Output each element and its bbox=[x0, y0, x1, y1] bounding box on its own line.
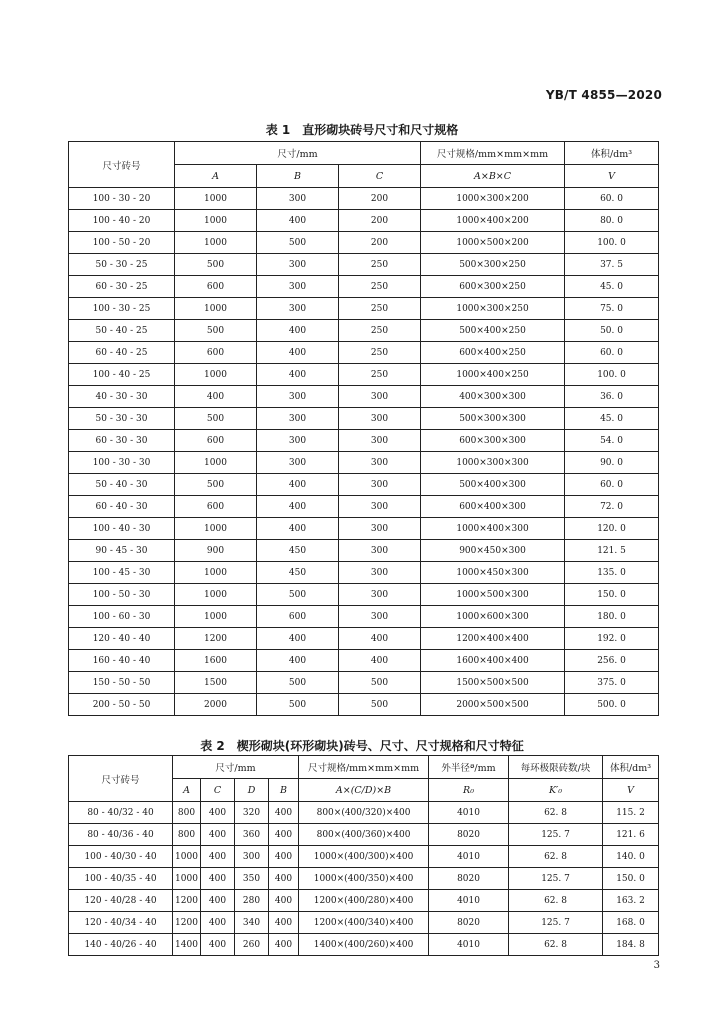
table-cell: 360 bbox=[235, 824, 269, 846]
table-cell: 900 bbox=[175, 540, 257, 562]
table-cell: 1000×400×200 bbox=[421, 210, 565, 232]
table-cell: 1000 bbox=[173, 868, 201, 890]
table-cell: 120 - 40/28 - 40 bbox=[69, 890, 173, 912]
table-cell: 400 bbox=[201, 890, 235, 912]
table-cell: 45. 0 bbox=[565, 276, 659, 298]
table-cell: 1000 bbox=[173, 846, 201, 868]
table-row bbox=[69, 474, 659, 496]
table-cell: 400 bbox=[269, 890, 299, 912]
table-cell: 60 - 30 - 25 bbox=[69, 276, 175, 298]
table1-header-a: A bbox=[175, 165, 257, 188]
table-cell: 250 bbox=[339, 298, 421, 320]
table-row bbox=[69, 320, 659, 342]
table1-header-volume: 体积/dm³ bbox=[565, 142, 659, 165]
table2-header-v: V bbox=[603, 779, 659, 802]
table-cell: 45. 0 bbox=[565, 408, 659, 430]
table-cell: 1200 bbox=[175, 628, 257, 650]
table-cell: 300 bbox=[339, 584, 421, 606]
table-row bbox=[69, 408, 659, 430]
table-row bbox=[69, 496, 659, 518]
table-row bbox=[69, 562, 659, 584]
table-cell: 260 bbox=[235, 934, 269, 956]
table-cell: 1000 bbox=[175, 364, 257, 386]
table-row bbox=[69, 452, 659, 474]
table-cell: 400 bbox=[257, 474, 339, 496]
table-cell: 450 bbox=[257, 540, 339, 562]
table-cell: 121. 6 bbox=[603, 824, 659, 846]
table-row bbox=[69, 342, 659, 364]
table-row bbox=[69, 518, 659, 540]
table-cell: 125. 7 bbox=[509, 824, 603, 846]
table-cell: 400 bbox=[257, 210, 339, 232]
table-cell: 800×(400/320)×400 bbox=[299, 802, 429, 824]
table-cell: 375. 0 bbox=[565, 672, 659, 694]
table-cell: 2000 bbox=[175, 694, 257, 716]
table2-header-a: A bbox=[173, 779, 201, 802]
table-cell: 900×450×300 bbox=[421, 540, 565, 562]
table-cell: 250 bbox=[339, 320, 421, 342]
table-row bbox=[69, 824, 659, 846]
table-cell: 400 bbox=[269, 868, 299, 890]
table-cell: 40 - 30 - 30 bbox=[69, 386, 175, 408]
table-cell: 1000×(400/350)×400 bbox=[299, 868, 429, 890]
table-cell: 36. 0 bbox=[565, 386, 659, 408]
table-cell: 280 bbox=[235, 890, 269, 912]
table1-header-spec-symbol: A×B×C bbox=[421, 165, 565, 188]
table-cell: 300 bbox=[339, 474, 421, 496]
table-cell: 600×400×300 bbox=[421, 496, 565, 518]
table-cell: 1500 bbox=[175, 672, 257, 694]
table-cell: 350 bbox=[235, 868, 269, 890]
table-cell: 140. 0 bbox=[603, 846, 659, 868]
table-cell: 600 bbox=[257, 606, 339, 628]
table-cell: 1000×400×300 bbox=[421, 518, 565, 540]
table-cell: 50. 0 bbox=[565, 320, 659, 342]
table-cell: 500 bbox=[175, 408, 257, 430]
table-cell: 121. 5 bbox=[565, 540, 659, 562]
table-row bbox=[69, 934, 659, 956]
table-cell: 100 - 45 - 30 bbox=[69, 562, 175, 584]
table2-header-c: C bbox=[201, 779, 235, 802]
table-cell: 300 bbox=[339, 606, 421, 628]
table-cell: 800 bbox=[173, 824, 201, 846]
table-cell: 8020 bbox=[429, 824, 509, 846]
table2-header-size: 尺寸/mm bbox=[173, 756, 299, 779]
table-cell: 1400×(400/260)×400 bbox=[299, 934, 429, 956]
table-row bbox=[69, 254, 659, 276]
table-cell: 300 bbox=[339, 562, 421, 584]
table-cell: 1000×300×250 bbox=[421, 298, 565, 320]
table-cell: 400 bbox=[257, 518, 339, 540]
table2-header-volume: 体积/dm³ bbox=[603, 756, 659, 779]
table-cell: 300 bbox=[257, 276, 339, 298]
table-cell: 90. 0 bbox=[565, 452, 659, 474]
table-cell: 500 bbox=[257, 232, 339, 254]
table-cell: 184. 8 bbox=[603, 934, 659, 956]
table-cell: 1200×400×400 bbox=[421, 628, 565, 650]
table-cell: 1000 bbox=[175, 562, 257, 584]
table2-header-brick-no: 尺寸砖号 bbox=[69, 756, 173, 802]
table-row bbox=[69, 210, 659, 232]
table-row bbox=[69, 628, 659, 650]
table-cell: 80. 0 bbox=[565, 210, 659, 232]
table-cell: 400 bbox=[201, 868, 235, 890]
table-cell: 8020 bbox=[429, 912, 509, 934]
table-cell: 100. 0 bbox=[565, 364, 659, 386]
table-cell: 200 - 50 - 50 bbox=[69, 694, 175, 716]
table-row bbox=[69, 846, 659, 868]
table-cell: 300 bbox=[339, 518, 421, 540]
table-cell: 300 bbox=[257, 452, 339, 474]
table-cell: 60. 0 bbox=[565, 474, 659, 496]
table-cell: 60. 0 bbox=[565, 342, 659, 364]
table-cell: 4010 bbox=[429, 846, 509, 868]
table-cell: 150. 0 bbox=[565, 584, 659, 606]
table-cell: 500 bbox=[175, 474, 257, 496]
table-cell: 1400 bbox=[173, 934, 201, 956]
table-cell: 180. 0 bbox=[565, 606, 659, 628]
table-cell: 300 bbox=[339, 452, 421, 474]
table-cell: 1000×500×200 bbox=[421, 232, 565, 254]
table-cell: 37. 5 bbox=[565, 254, 659, 276]
table1-header-b: B bbox=[257, 165, 339, 188]
table-cell: 1000 bbox=[175, 232, 257, 254]
table-cell: 400 bbox=[201, 912, 235, 934]
table2-caption: 表 2 楔形砌块(环形砌块)砖号、尺寸、尺寸规格和尺寸特征 bbox=[200, 739, 524, 753]
table-cell: 500×400×250 bbox=[421, 320, 565, 342]
table-cell: 400 bbox=[201, 934, 235, 956]
table-cell: 1000×(400/300)×400 bbox=[299, 846, 429, 868]
table-cell: 62. 8 bbox=[509, 934, 603, 956]
table-row bbox=[69, 540, 659, 562]
table-row bbox=[69, 430, 659, 452]
table-cell: 150 - 50 - 50 bbox=[69, 672, 175, 694]
table-cell: 450 bbox=[257, 562, 339, 584]
table-cell: 100 - 30 - 25 bbox=[69, 298, 175, 320]
table1-header-spec: 尺寸规格/mm×mm×mm bbox=[421, 142, 565, 165]
table-cell: 250 bbox=[339, 342, 421, 364]
table2-header-limit: 每环极限砖数/块 bbox=[509, 756, 603, 779]
table-cell: 4010 bbox=[429, 890, 509, 912]
table-cell: 1000 bbox=[175, 188, 257, 210]
table-cell: 500 bbox=[257, 694, 339, 716]
table-cell: 300 bbox=[339, 496, 421, 518]
table-cell: 115. 2 bbox=[603, 802, 659, 824]
table-cell: 120 - 40 - 40 bbox=[69, 628, 175, 650]
table-cell: 500 bbox=[339, 672, 421, 694]
table-cell: 50 - 30 - 25 bbox=[69, 254, 175, 276]
table1-header-brick-no: 尺寸砖号 bbox=[69, 142, 175, 188]
table-cell: 200 bbox=[339, 188, 421, 210]
table-cell: 1000×450×300 bbox=[421, 562, 565, 584]
table-row bbox=[69, 868, 659, 890]
table-cell: 300 bbox=[257, 188, 339, 210]
table-cell: 600×400×250 bbox=[421, 342, 565, 364]
table-cell: 500 bbox=[339, 694, 421, 716]
table-cell: 1500×500×500 bbox=[421, 672, 565, 694]
table2-header-k-symbol: K′₀ bbox=[509, 779, 603, 802]
table-cell: 500×300×300 bbox=[421, 408, 565, 430]
table-cell: 400 bbox=[269, 934, 299, 956]
table-cell: 100 - 30 - 20 bbox=[69, 188, 175, 210]
table-cell: 140 - 40/26 - 40 bbox=[69, 934, 173, 956]
table-cell: 54. 0 bbox=[565, 430, 659, 452]
table-row bbox=[69, 188, 659, 210]
table2-header-spec-symbol: A×(C/D)×B bbox=[299, 779, 429, 802]
table-row bbox=[69, 584, 659, 606]
table-cell: 50 - 30 - 30 bbox=[69, 408, 175, 430]
table-cell: 1000×500×300 bbox=[421, 584, 565, 606]
table-cell: 135. 0 bbox=[565, 562, 659, 584]
table-cell: 4010 bbox=[429, 802, 509, 824]
table-cell: 75. 0 bbox=[565, 298, 659, 320]
table-row bbox=[69, 298, 659, 320]
table-cell: 500×300×250 bbox=[421, 254, 565, 276]
table-cell: 100 - 40/35 - 40 bbox=[69, 868, 173, 890]
table1-header-v: V bbox=[565, 165, 659, 188]
table-cell: 300 bbox=[339, 386, 421, 408]
table-cell: 100 - 60 - 30 bbox=[69, 606, 175, 628]
table-cell: 60 - 40 - 25 bbox=[69, 342, 175, 364]
table-cell: 1000×300×300 bbox=[421, 452, 565, 474]
table-row bbox=[69, 232, 659, 254]
table-cell: 60. 0 bbox=[565, 188, 659, 210]
table-row bbox=[69, 694, 659, 716]
table-cell: 600×300×250 bbox=[421, 276, 565, 298]
table-cell: 300 bbox=[339, 540, 421, 562]
table-cell: 1000×400×250 bbox=[421, 364, 565, 386]
table-cell: 400 bbox=[269, 912, 299, 934]
table-row bbox=[69, 606, 659, 628]
table-cell: 100 - 40/30 - 40 bbox=[69, 846, 173, 868]
table2-header-b: B bbox=[269, 779, 299, 802]
table-cell: 1600×400×400 bbox=[421, 650, 565, 672]
table-cell: 50 - 40 - 25 bbox=[69, 320, 175, 342]
table-cell: 400 bbox=[201, 846, 235, 868]
table2-body bbox=[69, 802, 659, 956]
table-cell: 8020 bbox=[429, 868, 509, 890]
table1-caption: 表 1 直形砌块砖号尺寸和尺寸规格 bbox=[265, 123, 459, 137]
table-cell: 300 bbox=[235, 846, 269, 868]
table-cell: 340 bbox=[235, 912, 269, 934]
table-row bbox=[69, 650, 659, 672]
table1 bbox=[68, 141, 659, 716]
table-cell: 1000 bbox=[175, 606, 257, 628]
table-cell: 800 bbox=[173, 802, 201, 824]
table-cell: 250 bbox=[339, 364, 421, 386]
table-cell: 120. 0 bbox=[565, 518, 659, 540]
table-cell: 120 - 40/34 - 40 bbox=[69, 912, 173, 934]
table2-header-r-symbol: R₀ bbox=[429, 779, 509, 802]
table-cell: 300 bbox=[257, 386, 339, 408]
table-row bbox=[69, 386, 659, 408]
table2 bbox=[68, 755, 659, 956]
table-cell: 100 - 50 - 20 bbox=[69, 232, 175, 254]
table-cell: 100 - 50 - 30 bbox=[69, 584, 175, 606]
table-cell: 100 - 40 - 25 bbox=[69, 364, 175, 386]
table-cell: 4010 bbox=[429, 934, 509, 956]
table-cell: 300 bbox=[257, 254, 339, 276]
page-number: 3 bbox=[653, 960, 660, 971]
table1-header-size: 尺寸/mm bbox=[175, 142, 421, 165]
table-cell: 400 bbox=[257, 342, 339, 364]
table2-header-d: D bbox=[235, 779, 269, 802]
table-cell: 90 - 45 - 30 bbox=[69, 540, 175, 562]
table-cell: 250 bbox=[339, 254, 421, 276]
table-cell: 72. 0 bbox=[565, 496, 659, 518]
table-cell: 62. 8 bbox=[509, 802, 603, 824]
table-cell: 300 bbox=[257, 408, 339, 430]
table-row bbox=[69, 912, 659, 934]
table-cell: 320 bbox=[235, 802, 269, 824]
standard-number: YB/T 4855—2020 bbox=[545, 88, 662, 102]
table-cell: 400×300×300 bbox=[421, 386, 565, 408]
table-cell: 300 bbox=[257, 298, 339, 320]
table-cell: 62. 8 bbox=[509, 846, 603, 868]
table-cell: 1200×(400/280)×400 bbox=[299, 890, 429, 912]
table-cell: 300 bbox=[339, 408, 421, 430]
table-cell: 1600 bbox=[175, 650, 257, 672]
table-cell: 500 bbox=[175, 254, 257, 276]
table-cell: 300 bbox=[339, 430, 421, 452]
table2-header-radius: 外半径ª/mm bbox=[429, 756, 509, 779]
table-cell: 1000 bbox=[175, 298, 257, 320]
table-cell: 500 bbox=[175, 320, 257, 342]
table1-header-c: C bbox=[339, 165, 421, 188]
table-row bbox=[69, 276, 659, 298]
table-cell: 600 bbox=[175, 496, 257, 518]
table-cell: 600 bbox=[175, 276, 257, 298]
table-row bbox=[69, 802, 659, 824]
table-cell: 400 bbox=[257, 364, 339, 386]
table-cell: 192. 0 bbox=[565, 628, 659, 650]
table-cell: 200 bbox=[339, 210, 421, 232]
table-cell: 500 bbox=[257, 672, 339, 694]
table-cell: 1000×300×200 bbox=[421, 188, 565, 210]
table-cell: 400 bbox=[339, 650, 421, 672]
table-cell: 60 - 40 - 30 bbox=[69, 496, 175, 518]
table-cell: 1200 bbox=[173, 912, 201, 934]
table-cell: 1200 bbox=[173, 890, 201, 912]
table-cell: 500. 0 bbox=[565, 694, 659, 716]
table-cell: 400 bbox=[201, 802, 235, 824]
table-cell: 1000 bbox=[175, 210, 257, 232]
table-cell: 400 bbox=[257, 628, 339, 650]
table-cell: 300 bbox=[257, 430, 339, 452]
table2-header-spec: 尺寸规格/mm×mm×mm bbox=[299, 756, 429, 779]
table-cell: 500×400×300 bbox=[421, 474, 565, 496]
table-cell: 256. 0 bbox=[565, 650, 659, 672]
table-cell: 80 - 40/36 - 40 bbox=[69, 824, 173, 846]
table1-body bbox=[69, 188, 659, 716]
table-cell: 250 bbox=[339, 276, 421, 298]
table-cell: 100 - 30 - 30 bbox=[69, 452, 175, 474]
table-cell: 400 bbox=[269, 846, 299, 868]
table-cell: 50 - 40 - 30 bbox=[69, 474, 175, 496]
table-cell: 125. 7 bbox=[509, 912, 603, 934]
table-cell: 400 bbox=[257, 496, 339, 518]
table-cell: 1000×600×300 bbox=[421, 606, 565, 628]
table-cell: 400 bbox=[269, 802, 299, 824]
table-cell: 1000 bbox=[175, 452, 257, 474]
table-cell: 2000×500×500 bbox=[421, 694, 565, 716]
table-cell: 125. 7 bbox=[509, 868, 603, 890]
table-cell: 800×(400/360)×400 bbox=[299, 824, 429, 846]
table-cell: 500 bbox=[257, 584, 339, 606]
table-cell: 80 - 40/32 - 40 bbox=[69, 802, 173, 824]
table-cell: 400 bbox=[257, 320, 339, 342]
table-cell: 62. 8 bbox=[509, 890, 603, 912]
table-cell: 400 bbox=[257, 650, 339, 672]
table-row bbox=[69, 364, 659, 386]
table-cell: 200 bbox=[339, 232, 421, 254]
table-row bbox=[69, 672, 659, 694]
table-cell: 1200×(400/340)×400 bbox=[299, 912, 429, 934]
table-cell: 600 bbox=[175, 430, 257, 452]
table-cell: 60 - 30 - 30 bbox=[69, 430, 175, 452]
table-cell: 160 - 40 - 40 bbox=[69, 650, 175, 672]
table-cell: 150. 0 bbox=[603, 868, 659, 890]
table-row bbox=[69, 890, 659, 912]
table-cell: 1000 bbox=[175, 518, 257, 540]
table-cell: 400 bbox=[339, 628, 421, 650]
table-cell: 100 - 40 - 20 bbox=[69, 210, 175, 232]
table-cell: 163. 2 bbox=[603, 890, 659, 912]
table-cell: 400 bbox=[175, 386, 257, 408]
table-cell: 100 - 40 - 30 bbox=[69, 518, 175, 540]
table-cell: 168. 0 bbox=[603, 912, 659, 934]
table-cell: 100. 0 bbox=[565, 232, 659, 254]
table-cell: 1000 bbox=[175, 584, 257, 606]
table-cell: 600×300×300 bbox=[421, 430, 565, 452]
table-cell: 400 bbox=[269, 824, 299, 846]
table-cell: 400 bbox=[201, 824, 235, 846]
table-cell: 600 bbox=[175, 342, 257, 364]
